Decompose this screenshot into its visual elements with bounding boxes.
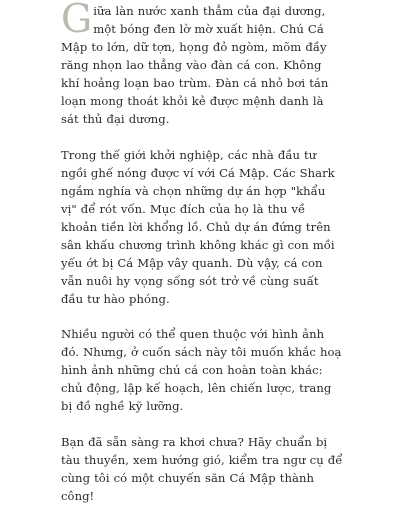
paragraph-3: Nhiều người có thể quen thuộc với hình ảnh đó. Nhưng, ở cuốn sách này tôi muốn khắc hoạ hình ảnh những chú cá con hoàn toàn khác: chủ động, lập kế hoạch, lên chiến lược, trang bị đồ nghề kỹ lưỡng. <box>61 327 342 413</box>
paragraph-2: Trong thế giới khởi nghiệp, các nhà đầu tư ngồi ghế nóng được ví với Cá Mập. Các Shark ngắm nghía và chọn những dự án hợp "khẩu vị" để rót vốn. Mục đích của họ là thu về khoản tiền lời khổng lồ. Chủ dự án đứng trên sân khấu chương trình không khác gì con mồi yếu ớt bị Cá Mập vây quanh. Dù vậy, cá con vẫn nuôi hy vọng sống sót trở về cùng suất đầu tư hào phóng. <box>61 147 335 306</box>
paragraph-1 <box>61 2 343 128</box>
paragraph-4: Bạn đã sẵn sàng ra khơi chưa? Hãy chuẩn bị tàu thuyền, xem hướng gió, kiểm tra ngư cụ để cùng tôi có một chuyến săn Cá Mập thành công! <box>61 434 343 503</box>
drop-cap: G <box>61 0 93 42</box>
paragraph-1-text: iữa làn nước xanh thẳm của đại dương, một bóng đen lờ mờ xuất hiện. Chú Cá Mập to lớn, dữ tợn, họng đỏ ngòm, mõm đầy răng nhọn lao thẳng vào đàn cá con. Không khí hoảng loạn bao trùm. Đàn cá nhỏ bơi tán loạn mong thoát khỏi kẻ được mệnh danh là sát thủ đại dương. <box>61 4 329 126</box>
text-column <box>61 2 343 522</box>
